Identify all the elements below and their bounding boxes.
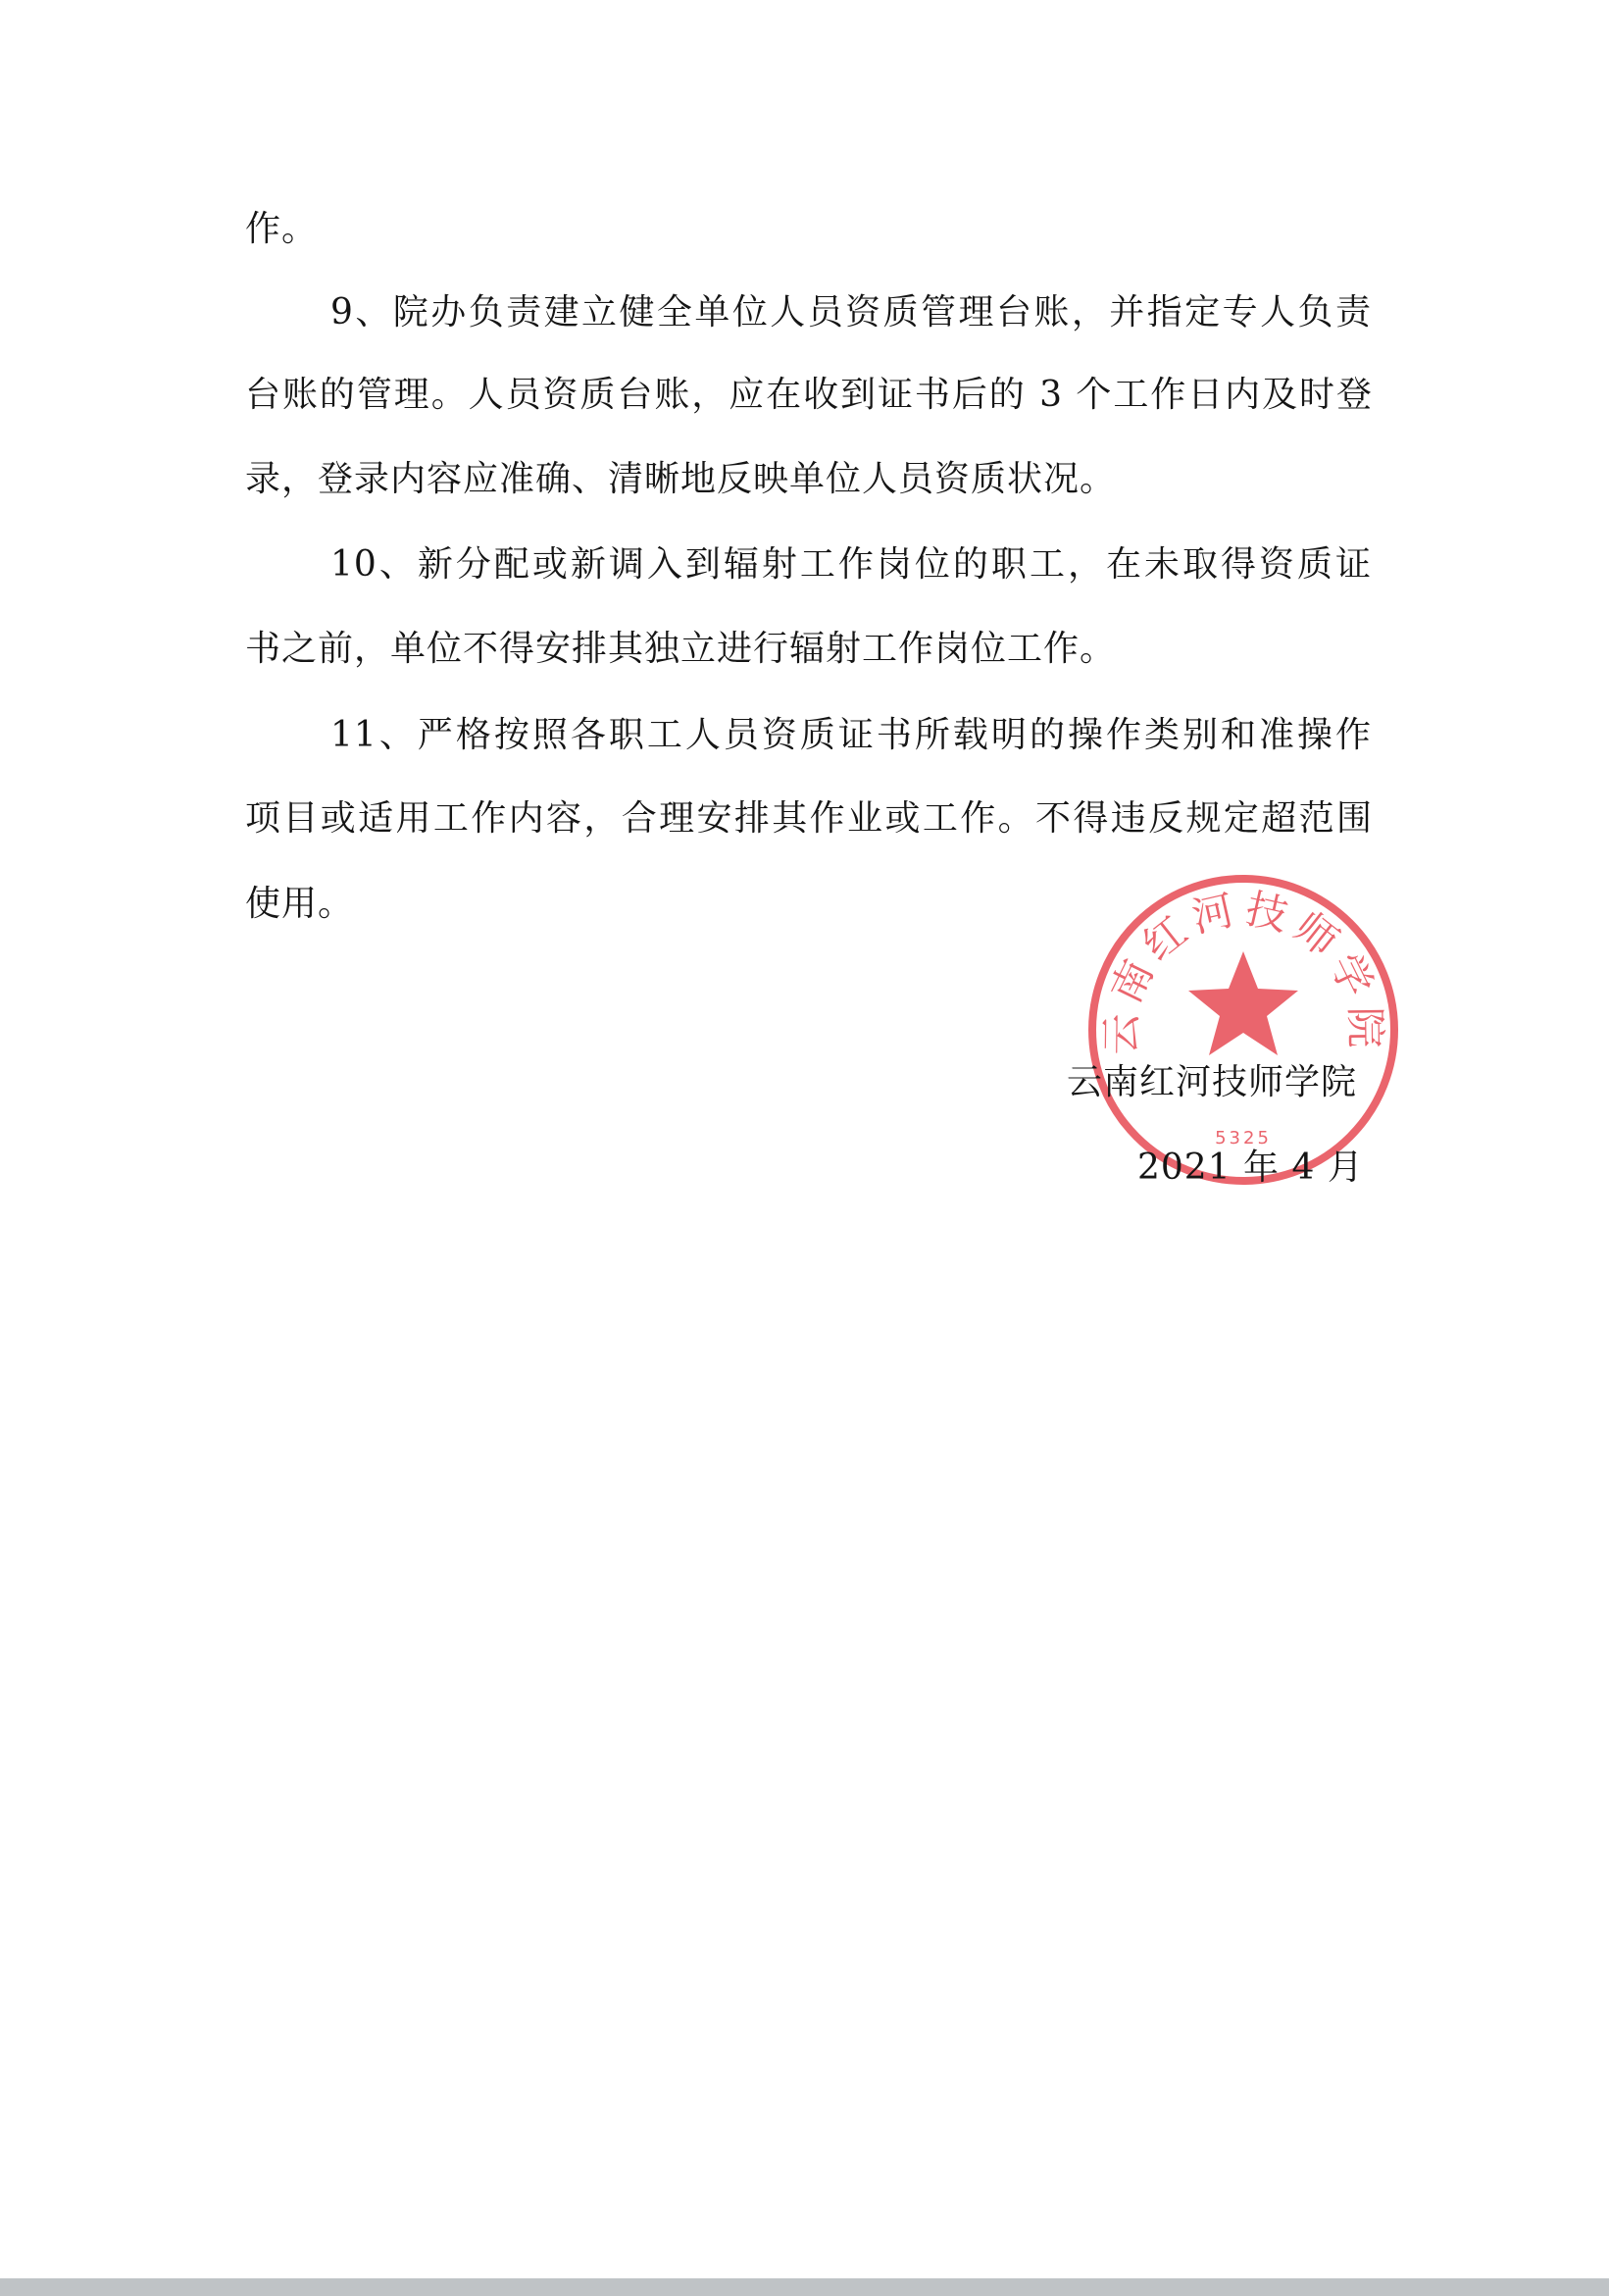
signature-organization: 云南红河技师学院 [1067,1062,1358,1102]
paragraph-line: 作。 [245,209,319,249]
paragraph-line: 使用。 [245,884,355,924]
seal-text: 云南红河技师学院 [1096,884,1390,1055]
seal-number: 5325 [1215,1128,1272,1148]
paragraph-line: 10、新分配或新调入到辐射工作岗位的职工，在未取得资质证 [330,544,1372,585]
paragraph-line: 9、院办负责建立健全单位人员资质管理台账，并指定专人负责 [330,292,1372,332]
paragraph-line: 录，登录内容应准确、清晰地反映单位人员资质状况。 [245,459,1117,499]
paragraph-line: 台账的管理。人员资质台账，应在收到证书后的 3 个工作日内及时登 [245,375,1373,415]
paragraph-line: 书之前，单位不得安排其独立进行辐射工作岗位工作。 [245,629,1117,669]
scan-bottom-edge [0,2278,1609,2296]
paragraph-line: 项目或适用工作内容，合理安排其作业或工作。不得违反规定超范围 [245,798,1373,839]
paragraph-line: 11、严格按照各职工人员资质证书所载明的操作类别和准操作 [330,715,1372,755]
signature-date: 2021 年 4 月 [1137,1148,1364,1188]
